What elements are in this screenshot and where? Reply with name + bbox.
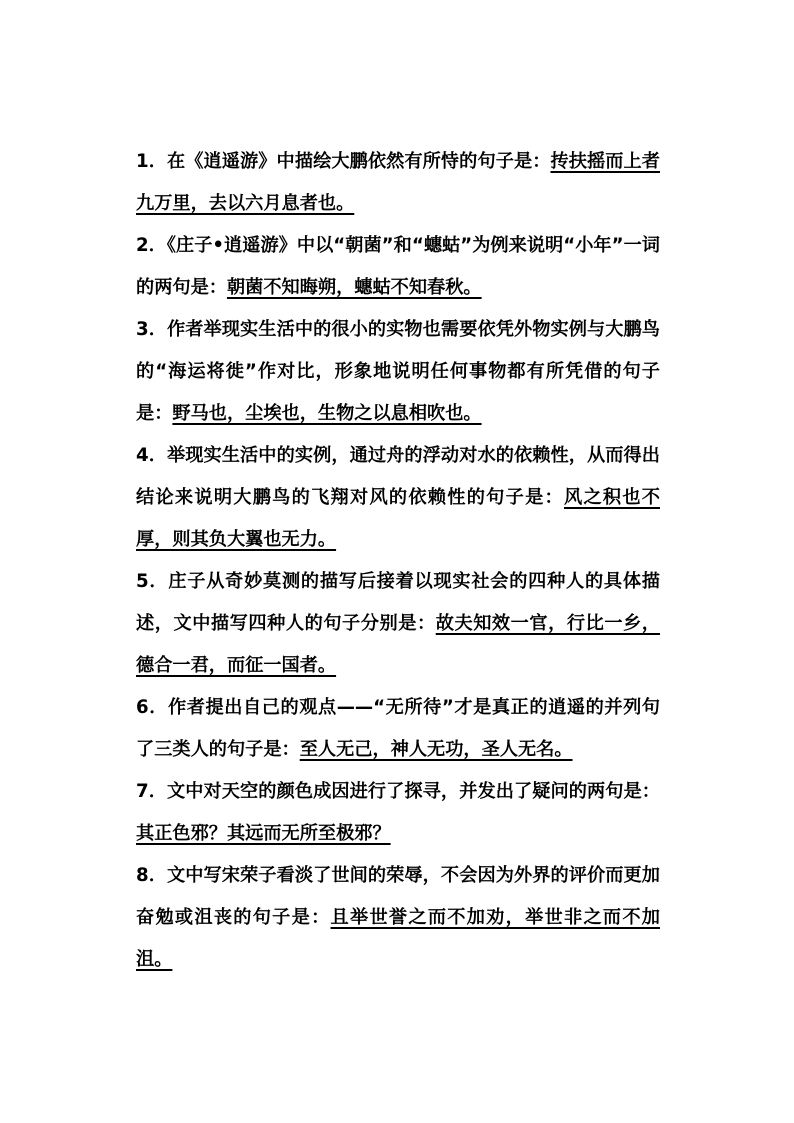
question-2-answer: 朝菌不知晦朔，蟪蛄不知春秋。 bbox=[226, 277, 482, 298]
question-4-prompt: 4．举现实生活中的实例，通过舟的浮动对水的依赖性，从而得出结论来说明大鹏鸟的飞翔对风的依赖性的句子是： bbox=[136, 445, 660, 508]
question-1 bbox=[136, 141, 660, 225]
question-5-answer: 故夫知效一官，行比一乡，德合一君，而征一国者。 bbox=[136, 613, 660, 676]
question-7 bbox=[136, 771, 660, 855]
question-6 bbox=[136, 687, 660, 771]
question-8-answer: 且举世誉之而不加劝，举世非之而不加沮。 bbox=[136, 907, 660, 970]
question-2-prompt: 2．《庄子•逍遥游》中以“朝菌”和“蟪蛄”为例来说明“小年”一词的两句是： bbox=[136, 235, 660, 298]
question-8-prompt: 8．文中写宋荣子看淡了世间的荣辱，不会因为外界的评价而更加奋勉或沮丧的句子是： bbox=[136, 865, 660, 928]
question-1-prompt: 1．在《逍遥游》中描绘大鹏依然有所恃的句子是： bbox=[136, 151, 551, 172]
question-6-prompt: 6．作者提出自己的观点——“无所待”才是真正的逍遥的并列句了三类人的句子是： bbox=[136, 697, 660, 760]
question-6-answer: 至人无己，神人无功，圣人无名。 bbox=[299, 739, 573, 760]
question-7-prompt: 7．文中对天空的颜色成因进行了探寻，并发出了疑问的两句是： bbox=[136, 781, 660, 802]
question-3 bbox=[136, 309, 660, 435]
document-body bbox=[136, 141, 660, 981]
question-4 bbox=[136, 435, 660, 561]
question-7-answer: 其正色邪？其远而无所至极邪？ bbox=[136, 823, 391, 844]
question-3-prompt: 3．作者举现实生活中的很小的实物也需要依凭外物实例与大鹏鸟的“海运将徙”作对比，形象地说明任何事物都有所凭借的句子是： bbox=[136, 319, 660, 424]
question-5-prompt: 5．庄子从奇妙莫测的描写后接着以现实社会的四种人的具体描述，文中描写四种人的句子分别是： bbox=[136, 571, 660, 634]
question-4-answer: 风之积也不厚，则其负大翼也无力。 bbox=[136, 487, 660, 550]
question-1-answer: 抟扶摇而上者九万里，去以六月息者也。 bbox=[136, 151, 660, 214]
question-2 bbox=[136, 225, 660, 309]
question-3-answer: 野马也，尘埃也，生物之以息相吹也。 bbox=[172, 403, 482, 424]
question-8 bbox=[136, 855, 660, 981]
question-5 bbox=[136, 561, 660, 687]
